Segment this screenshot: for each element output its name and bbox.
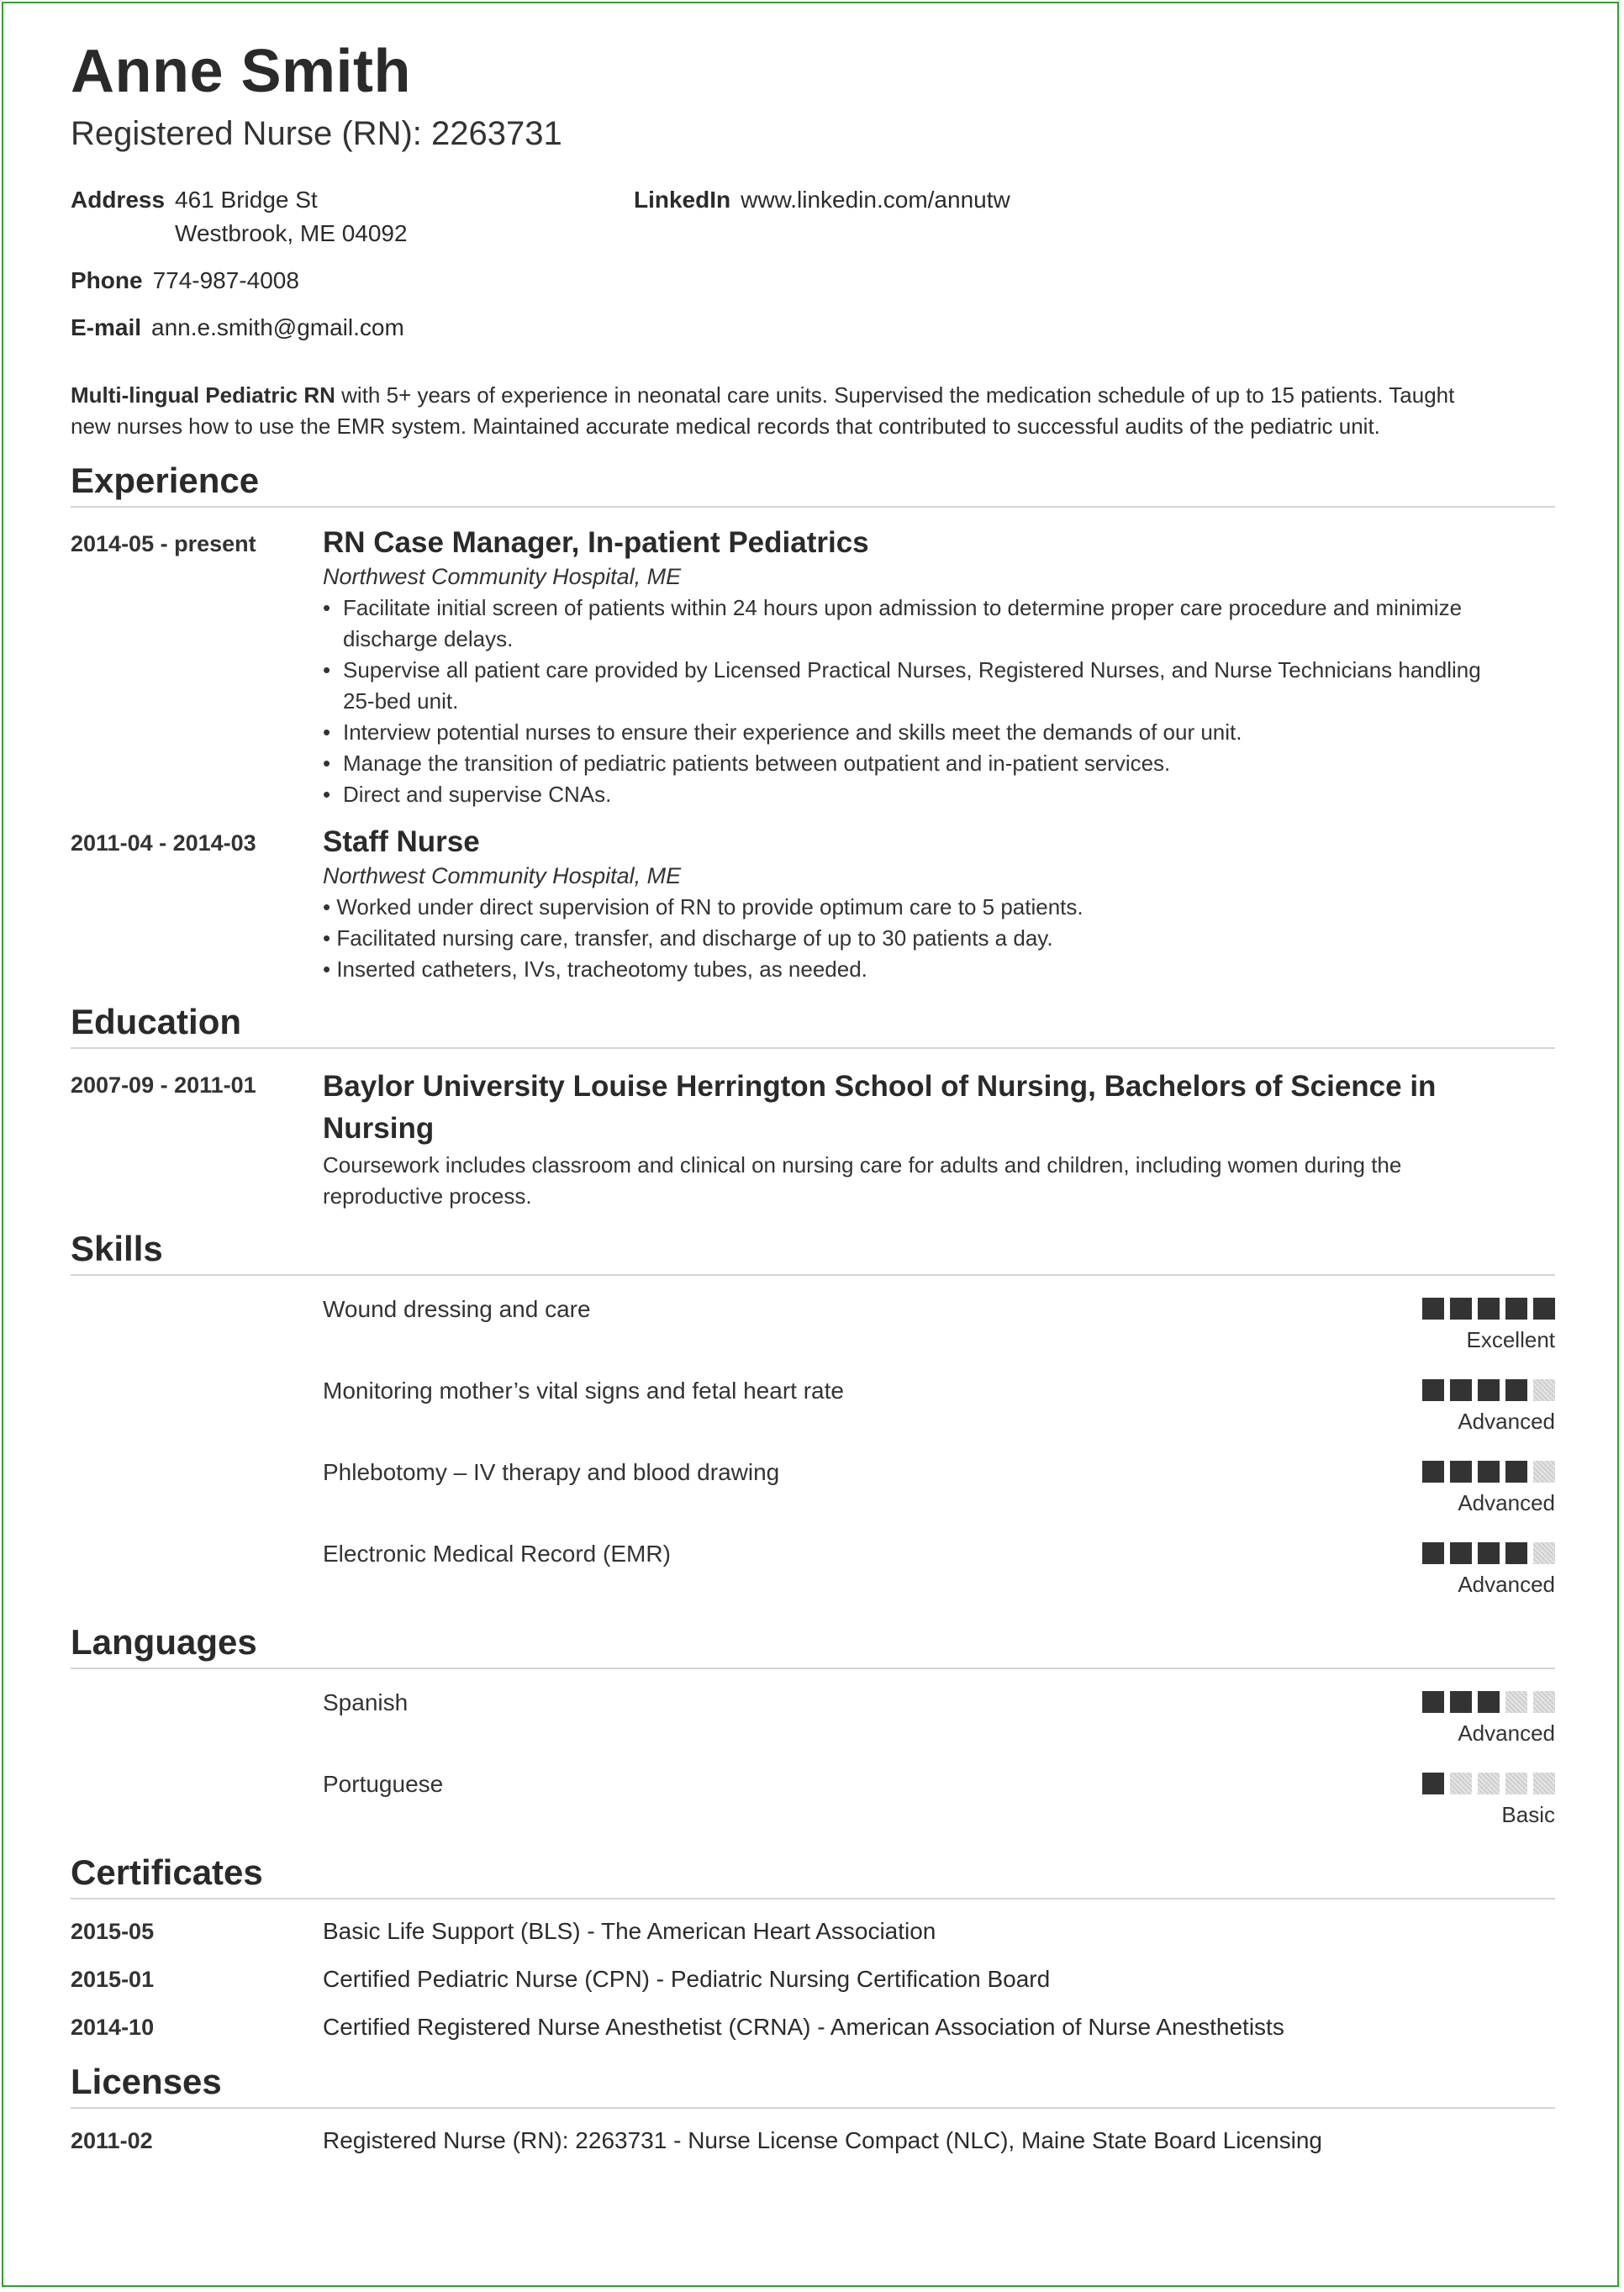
job-bullet: • Supervise all patient care provided by Licensed Practical Nurses, Registered Nurses, and Nurse Technicians handling 25-bed unit. [343,655,1555,717]
rating-block [1422,1691,1555,1748]
rating-square-empty [1533,1461,1555,1483]
skills-list [71,1293,1555,1619]
phone-label: Phone [71,267,143,293]
summary-highlight: Multi-lingual Pediatric RN [71,382,335,408]
language-name: Portuguese [323,1771,444,1797]
skill-row [71,1293,1555,1374]
rating-block [1422,1542,1555,1599]
license-text: Registered Nurse (RN): 2263731 - Nurse License Compact (NLC), Maine State Board Licensing [323,2127,1322,2153]
rating-squares [1422,1542,1555,1565]
licenses-heading: Licenses [71,2058,1555,2109]
license-date: 2011-02 [71,2128,153,2153]
rating-level: Basic [1501,1802,1555,1827]
rating-square-filled [1450,1542,1472,1564]
rating-squares [1422,1298,1555,1320]
skill-row [71,1374,1555,1456]
contact-linkedin [634,183,1010,217]
rating-square-empty [1450,1773,1472,1794]
rating-squares [1422,1691,1555,1714]
license-row [71,2124,1555,2172]
rating-square-filled [1450,1691,1472,1713]
bullet-dot: • [323,751,331,776]
skill-row [71,1456,1555,1537]
language-row [71,1686,1555,1768]
address-line-1: 461 Bridge St [175,187,318,213]
certificates-heading: Certificates [71,1849,1555,1899]
rating-level: Advanced [1458,1409,1555,1434]
education-school: Baylor University Louise Herrington School of Nursing, Bachelors of Science in Nursing [323,1070,1437,1145]
job-date: 2011-04 - 2014-03 [71,830,256,856]
experience-heading: Experience [71,457,1555,508]
job-bullets [323,593,1555,810]
rating-square-filled [1422,1379,1444,1401]
licenses-list [71,2124,1555,2172]
education-description: Coursework includes classroom and clinical on nursing care for adults and children, including women during the reproductive process. [323,1152,1402,1209]
candidate-name: Anne Smith [71,38,412,105]
language-name: Spanish [323,1689,409,1715]
certificates-list [71,1915,1555,2058]
rating-squares [1422,1461,1555,1483]
contact-phone [71,264,299,298]
rating-square-empty [1533,1379,1555,1401]
skill-row [71,1537,1555,1619]
job-title: Staff Nurse [323,825,480,858]
rating-square-empty [1505,1691,1527,1713]
rating-block [1422,1298,1555,1355]
resume-page [71,34,1555,2172]
email-link[interactable]: ann.e.smith@gmail.com [151,314,404,340]
summary-line-1: with 5+ years of experience in neonatal care units. Supervised the medication schedule of up to 15 patients. Taught [335,382,1455,408]
contact-email [71,311,404,345]
rating-block [1422,1461,1555,1518]
contact-block [71,183,1555,351]
rating-level: Advanced [1458,1572,1555,1597]
rating-square-filled [1450,1298,1472,1320]
skill-name: Wound dressing and care [323,1296,591,1322]
job-entry [71,524,1555,810]
contact-address [71,183,408,250]
job-title: RN Case Manager, In-patient Pediatrics [323,526,869,559]
rating-square-filled [1478,1461,1500,1483]
certificate-text: Certified Registered Nurse Anesthetist (CRNA) - American Association of Nurse Anesthetists [323,2014,1284,2040]
job-line: • Worked under direct supervision of RN to provide optimum care to 5 patients. [323,894,1084,919]
certificate-date: 2014-10 [71,2015,155,2040]
rating-block [1422,1379,1555,1436]
job-line: • Facilitated nursing care, transfer, and discharge of up to 30 patients a day. [323,925,1053,951]
rating-square-empty [1533,1691,1555,1713]
rating-square-empty [1533,1773,1555,1794]
rating-square-filled [1422,1461,1444,1483]
job-employer: Northwest Community Hospital, ME [323,863,682,888]
rating-square-empty [1505,1773,1527,1794]
certificate-row [71,1915,1555,1963]
language-row [71,1768,1555,1849]
address-line-2: Westbrook, ME 04092 [175,220,408,246]
certificate-text: Basic Life Support (BLS) - The American Heart Association [323,1918,936,1944]
rating-square-filled [1422,1773,1444,1794]
profile-summary [71,380,1555,442]
rating-square-filled [1450,1461,1472,1483]
rating-square-filled [1505,1542,1527,1564]
certificate-text: Certified Pediatric Nurse (CPN) - Pediatric Nursing Certification Board [323,1966,1051,1992]
email-label: E-mail [71,314,142,340]
rating-square-empty [1478,1773,1500,1794]
bullet-dot: • [323,595,331,620]
rating-square-filled [1478,1542,1500,1564]
skills-heading: Skills [71,1225,1555,1276]
bullet-dot: • [323,719,331,745]
rating-square-filled [1422,1691,1444,1713]
certificate-row [71,2010,1555,2058]
rating-square-filled [1533,1298,1555,1320]
address-value [175,183,408,250]
job-date: 2014-05 - present [71,531,256,556]
bullet-dot: • [323,657,331,682]
rating-square-filled [1478,1691,1500,1713]
linkedin-link[interactable]: www.linkedin.com/annutw [741,187,1010,213]
address-label: Address [71,187,166,213]
rating-level: Advanced [1458,1490,1555,1515]
rating-squares [1422,1379,1555,1402]
job-line: • Inserted catheters, IVs, tracheotomy tubes, as needed. [323,956,867,982]
rating-square-filled [1450,1379,1472,1401]
education-heading: Education [71,998,1555,1049]
job-bullet: • Facilitate initial screen of patients within 24 hours upon admission to determine proper care procedure and minimize discharge delays. [343,593,1555,655]
linkedin-label: LinkedIn [634,187,731,213]
rating-square-filled [1422,1298,1444,1320]
job-bullet: • Direct and supervise CNAs. [343,779,1555,810]
rating-block [1422,1773,1555,1830]
education-date: 2007-09 - 2011-01 [71,1072,256,1098]
certificate-date: 2015-05 [71,1919,155,1944]
languages-heading: Languages [71,1619,1555,1669]
rating-level: Advanced [1458,1720,1555,1746]
rating-square-filled [1505,1379,1527,1401]
job-employer: Northwest Community Hospital, ME [323,564,682,589]
skill-name: Phlebotomy – IV therapy and blood drawing [323,1459,780,1485]
rating-square-filled [1505,1461,1527,1483]
rating-level: Excellent [1466,1327,1555,1352]
phone-value: 774-987-4008 [152,267,299,293]
rating-square-filled [1505,1298,1527,1320]
job-entry [71,824,1555,985]
job-bullet: • Interview potential nurses to ensure their experience and skills meet the demands of our unit. [343,717,1555,748]
certificate-row [71,1963,1555,2010]
certificate-date: 2015-01 [71,1967,155,1992]
rating-squares [1422,1773,1555,1795]
rating-square-filled [1478,1298,1500,1320]
bullet-dot: • [323,782,331,807]
skill-name: Electronic Medical Record (EMR) [323,1541,671,1567]
rating-square-empty [1533,1542,1555,1564]
rating-square-filled [1478,1379,1500,1401]
rating-square-filled [1422,1542,1444,1564]
summary-line-2: new nurses how to use the EMR system. Maintained accurate medical records that contributed to successful audits of the pediatric unit. [71,414,1380,439]
job-bullet: • Manage the transition of pediatric patients between outpatient and in-patient services. [343,748,1555,779]
skill-name: Monitoring mother’s vital signs and fetal heart rate [323,1378,844,1404]
candidate-subtitle: Registered Nurse (RN): 2263731 [71,115,562,152]
education-entry [71,1066,1555,1212]
languages-list [71,1686,1555,1849]
